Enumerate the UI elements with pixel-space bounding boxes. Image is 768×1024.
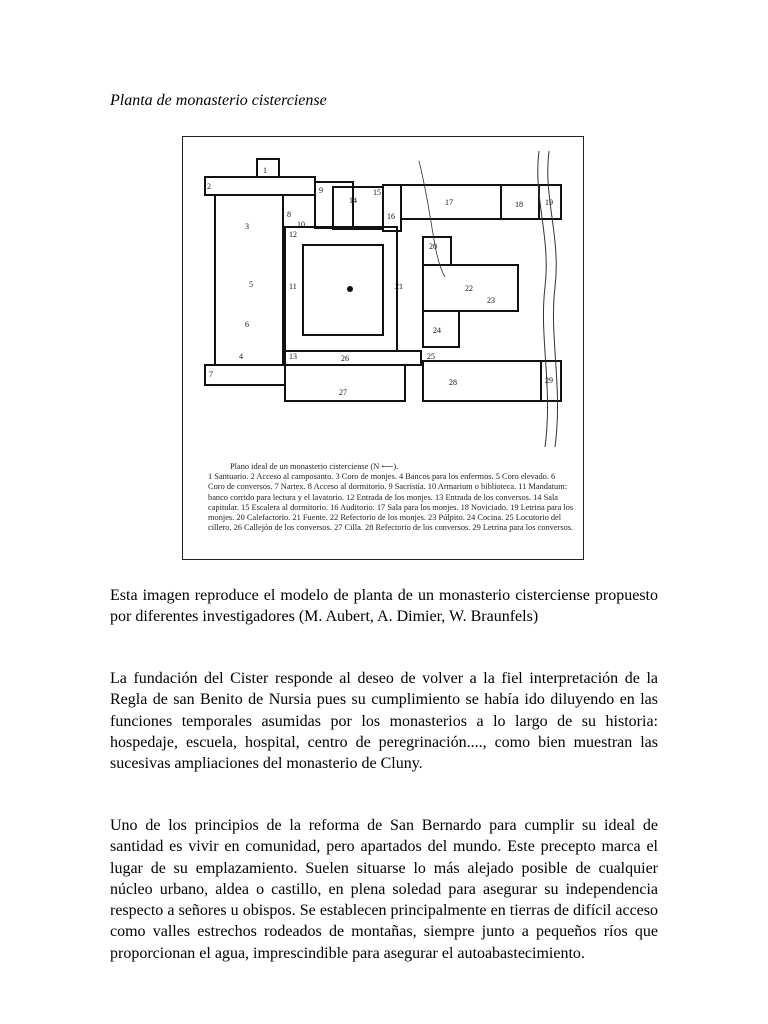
plan-label-5: 5 xyxy=(249,280,253,289)
plan-fountain xyxy=(347,286,353,292)
plan-label-3: 3 xyxy=(245,222,249,231)
plan-label-29: 29 xyxy=(545,376,553,385)
figure-caption-legend: 1 Santuario. 2 Acceso al camposanto. 3 Coro de monjes. 4 Bancos para los enfermos. 5 Coro elevado. 6 Coro de conversos. 7 Nartex. 8 Acceso al dormitorio. 9 Sacristía. 10 Armarium o biblioteca. 11 Mandatum: banco corrido para lectura y el lavatorio. 12 Entrada de los monjes. 13 Entrada de los conversos. 14 Sala capitular. 15 Escalera al dormitorio. 16 Auditorio. 17 Sala para los monjes. 18 Noviciado. 19 Letrina para los monjes. 20 Calefactorio. 21 Fuente. 22 Refectorio de los monjes. 23 Púlpito. 24 Cocina. 25 Locutorio del cillero. 26 Callejón de los conversos. 27 Cilla. 28 Refectorio de los conversos. 29 Letrina para los conversos. xyxy=(208,472,574,533)
plan-label-4: 4 xyxy=(239,352,243,361)
figure-caption-title: Plano ideal de un monasterio cisterciense (N ⟵). xyxy=(230,462,399,471)
paragraph-2: La fundación del Cister responde al deseo de volver a la fiel interpretación de la Regla de san Benito de Nursia pues su cumplimiento se había ido diluyendo en las funciones temporales asumidas por los monasterios a lo largo de su historia: hospedaje, escuela, hospital, centro de peregrinación...., como bien muestran las sucesivas ampliaciones del monasterio de Cluny. xyxy=(110,670,658,773)
plan-label-25: 25 xyxy=(427,352,435,361)
plan-label-6: 6 xyxy=(245,320,249,329)
plan-label-10: 10 xyxy=(297,220,305,229)
plan-label-1: 1 xyxy=(263,166,267,175)
plan-label-11: 11 xyxy=(289,282,297,291)
plan-kitchen xyxy=(423,311,459,347)
plan-narthex xyxy=(205,365,285,385)
plan-label-2: 2 xyxy=(207,182,211,191)
page-title: Planta de monasterio cisterciense xyxy=(110,92,327,109)
plan-label-18: 18 xyxy=(515,200,523,209)
plan-auditorium xyxy=(383,185,401,231)
paragraph-3: Uno de los principios de la reforma de San Bernardo para cumplir su ideal de santidad es vivir en comunidad, pero apartados del mundo. Este precepto marca el lugar de su emplazamiento. Suelen situarse lo más alejado posible de cualquier núcleo urbano, aldea o castillo, en plena soledad para asegurar su independencia respecto a señores u obispos. Se establecen principalmente en tierras de difícil acceso como valles estrechos rodeados de montañas, siempre junto a pequeños ríos que proporcionan el agua, imprescindible para asegurar el autoabastecimiento. xyxy=(110,817,658,962)
plan-river xyxy=(538,151,548,447)
plan-label-7: 7 xyxy=(209,370,213,379)
plan-church-transept xyxy=(205,177,315,195)
plan-label-14: 14 xyxy=(349,196,357,205)
plan-label-26: 26 xyxy=(341,354,349,363)
plan-lay-brothers-lane xyxy=(285,351,421,365)
plan-label-17: 17 xyxy=(445,198,453,207)
plan-label-28: 28 xyxy=(449,378,457,387)
plan-label-20: 20 xyxy=(429,242,437,251)
plan-label-12: 12 xyxy=(289,230,297,239)
plan-label-21: 21 xyxy=(395,282,403,291)
plan-cloister-garth xyxy=(303,245,383,335)
plan-lay-brothers-refectory xyxy=(423,361,541,401)
plan-label-19: 19 xyxy=(545,198,553,207)
floor-plan-drawing xyxy=(183,137,585,461)
plan-label-23: 23 xyxy=(487,296,495,305)
plan-label-9: 9 xyxy=(319,186,323,195)
plan-calefactory xyxy=(423,237,451,265)
paragraph-1: Esta imagen reproduce el modelo de planta de un monasterio cisterciense propuesto por diferentes investigadores (M. Aubert, A. Dimier, W. Braunfels) xyxy=(110,587,658,626)
plan-sanctuary xyxy=(257,159,279,177)
figure-caption xyxy=(208,462,574,533)
plan-label-27: 27 xyxy=(339,388,347,397)
plan-label-24: 24 xyxy=(433,326,441,335)
plan-label-22: 22 xyxy=(465,284,473,293)
plan-label-16: 16 xyxy=(387,212,395,221)
plan-label-13: 13 xyxy=(289,352,297,361)
plan-label-8: 8 xyxy=(287,210,291,219)
plan-label-15: 15 xyxy=(373,188,381,197)
